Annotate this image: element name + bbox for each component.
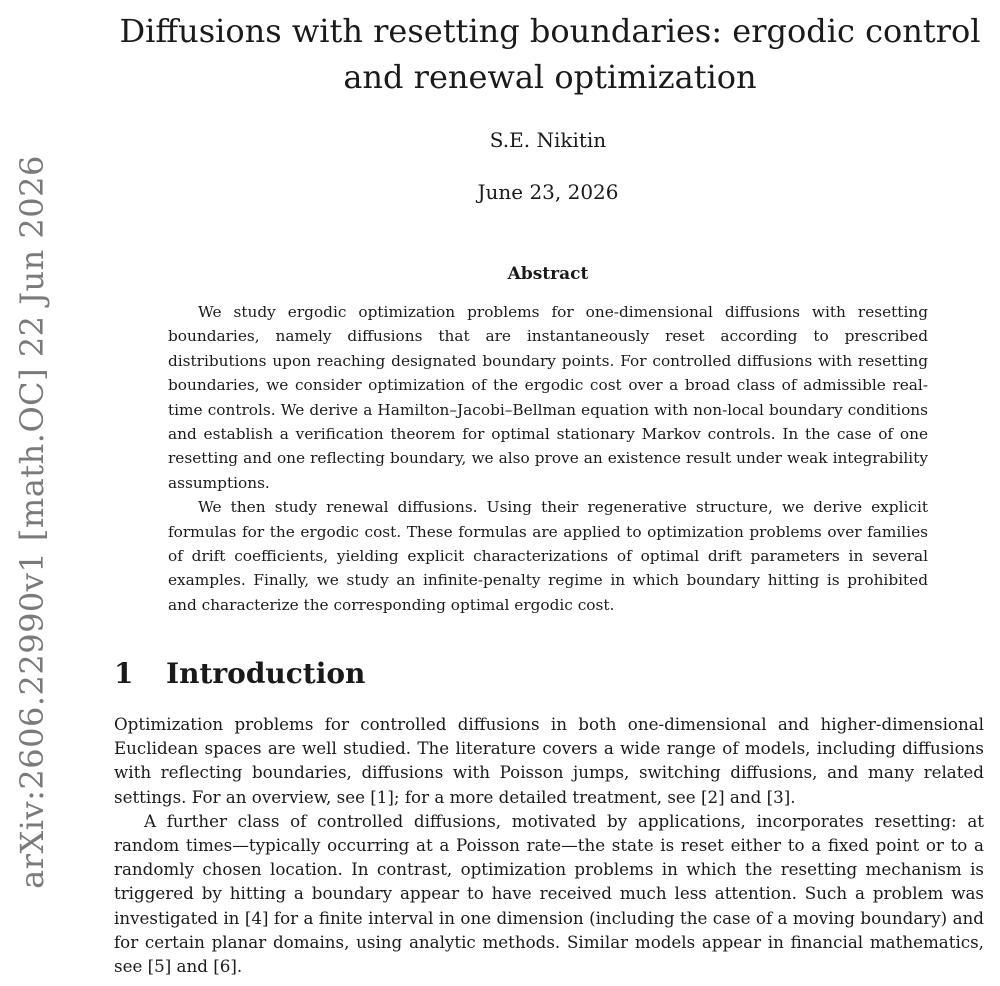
section-title: Introduction	[166, 657, 366, 690]
section-number: 1	[114, 657, 134, 690]
paper-title: Diffusions with resetting boundaries: ergodic control and renewal optimization	[119, 12, 981, 96]
section-heading-introduction	[114, 654, 365, 694]
author-name: S.E. Nikitin	[489, 128, 607, 152]
arxiv-side-stamp	[4, 155, 60, 889]
paper-date: June 23, 2026	[477, 180, 619, 204]
intro-paragraph: Optimization problems for controlled diffusions in both one-dimensional and higher-dimensional Euclidean spaces are well studied. The literature covers a wide range of models, including diffusions with reflecting boundaries, diffusions with Poisson jumps, switching diffusions, and many related settings. For an overview, see [1]; for a more detailed treatment, see [2] and [3].	[114, 714, 984, 807]
abstract-body	[168, 300, 928, 617]
intro-paragraph: A further class of controlled diffusions, motivated by applications, incorporates resetting: at random times—typically occurring at a Poisson rate—the state is reset either to a fixed point or to a randomly chosen location. In contrast, optimization problems in which the resetting mechanism is triggered by hitting a boundary appear to have received much less attention. Such a problem was investigated in [4] for a finite interval in one dimension (including the case of a moving boundary) and for certain planar domains, using analytic methods. Similar models appear in financial mathematics, see [5] and [6].	[114, 810, 984, 977]
abstract-heading: Abstract	[507, 264, 589, 284]
introduction-body	[114, 712, 984, 978]
abstract-paragraph: We then study renewal diffusions. Using their regenerative structure, we derive explicit formulas for the ergodic cost. These formulas are applied to optimization problems over families of drift coefficients, yielding explicit characterizations of optimal drift parameters in several examples. Finally, we study an infinite-penalty regime in which boundary hitting is prohibited and characterize the corresponding optimal ergodic cost.	[168, 498, 928, 614]
abstract-paragraph: We study ergodic optimization problems for one-dimensional diffusions with resetting boundaries, namely diffusions that are instantaneously reset according to prescribed distributions upon reaching designated boundary points. For controlled diffusions with resetting boundaries, we consider optimization of the ergodic cost over a broad class of admissible real-time controls. We derive a Hamilton–Jacobi–Bellman equation with non-local boundary conditions and establish a verification theorem for optimal stationary Markov controls. In the case of one resetting and one reflecting boundary, we also prove an existence result under weak integrability assumptions.	[168, 303, 928, 492]
arxiv-identifier: arXiv:2606.22990v1 [math.OC] 22 Jun 2026	[13, 155, 52, 889]
